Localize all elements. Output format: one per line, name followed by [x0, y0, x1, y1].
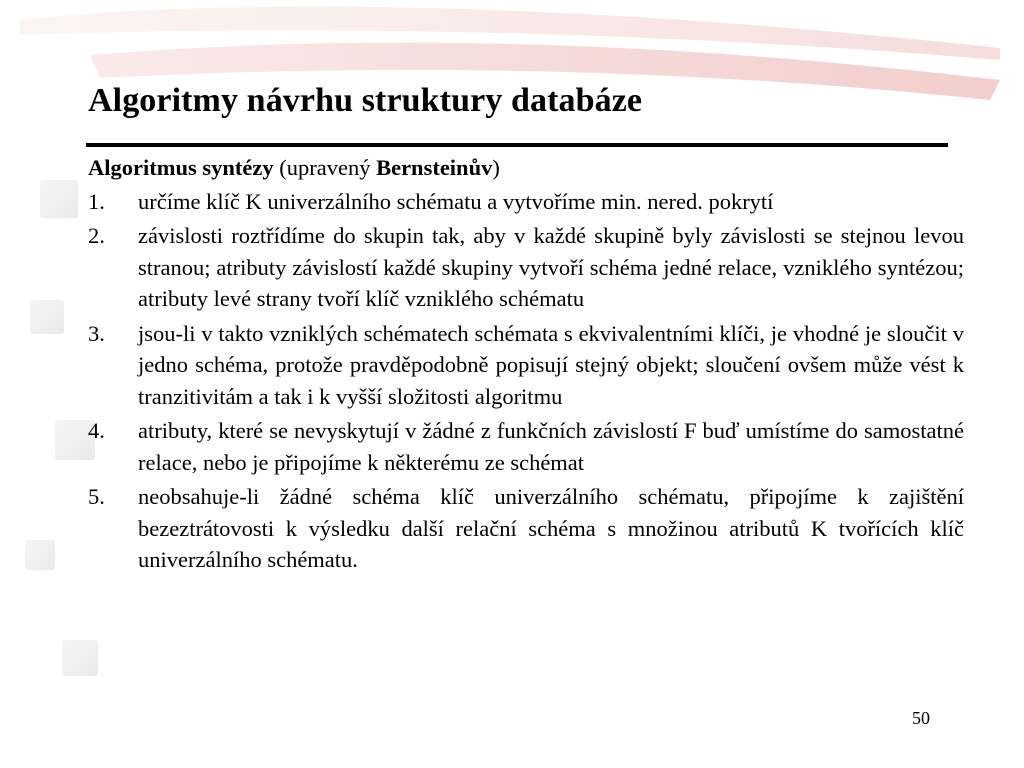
page-number: 50: [912, 708, 930, 728]
title-divider: [86, 143, 948, 147]
list-item-text: jsou-li v takto vzniklých schématech schémata s ekvivalentními klíči, je vhodné je sloučit v jedno schéma, protože pravděpodobně popisují stejný objekt; sloučení ovšem může vést k tranzitivitám a tak i k vyšší složitosti algoritmu: [138, 320, 964, 409]
list-item-number: 3.: [88, 320, 105, 346]
list-item: [88, 220, 964, 315]
slide-subtitle: [88, 152, 964, 184]
list-item-number: 5.: [88, 484, 105, 509]
list-item-text: atributy, které se nevyskytují v žádné z funkčních závislostí F buď umístíme do samostatné relace, nebo je připojíme k některému ze schémat: [138, 418, 964, 475]
list-item-number: 1.: [88, 188, 105, 214]
list-item: [88, 318, 964, 413]
subtitle-modifier: (upravený: [273, 155, 377, 180]
list-item-number: 2.: [88, 223, 105, 248]
subtitle-algorithm-name: Algoritmus syntézy: [88, 155, 274, 180]
list-item: [88, 186, 964, 218]
list-item-number: 4.: [88, 418, 105, 443]
subtitle-close: ): [492, 155, 500, 180]
slide-content: [88, 152, 964, 579]
slide-title: Algoritmy návrhu struktury databáze: [88, 82, 643, 119]
list-item-text: určíme klíč K univerzálního schématu a vytvoříme min. nered. pokrytí: [138, 188, 774, 214]
list-item-text: neobsahuje-li žádné schéma klíč univerzálního schématu, připojíme k zajištění bezeztrátovosti k výsledku další relační schéma s množinou atributů K tvořících klíč univerzálního schématu.: [138, 484, 964, 572]
list-item: [88, 415, 964, 478]
subtitle-author: Bernsteinův: [376, 155, 493, 180]
algorithm-steps-list: [88, 186, 964, 576]
list-item: [88, 481, 964, 576]
list-item-text: závislosti roztřídíme do skupin tak, aby v každé skupině byly závislosti se stejnou levou stranou; atributy závislostí každé skupiny vytvoří schéma jedné relace, vzniklého syntézou; atributy levé strany tvoří klíč vzniklého schématu: [138, 223, 964, 311]
